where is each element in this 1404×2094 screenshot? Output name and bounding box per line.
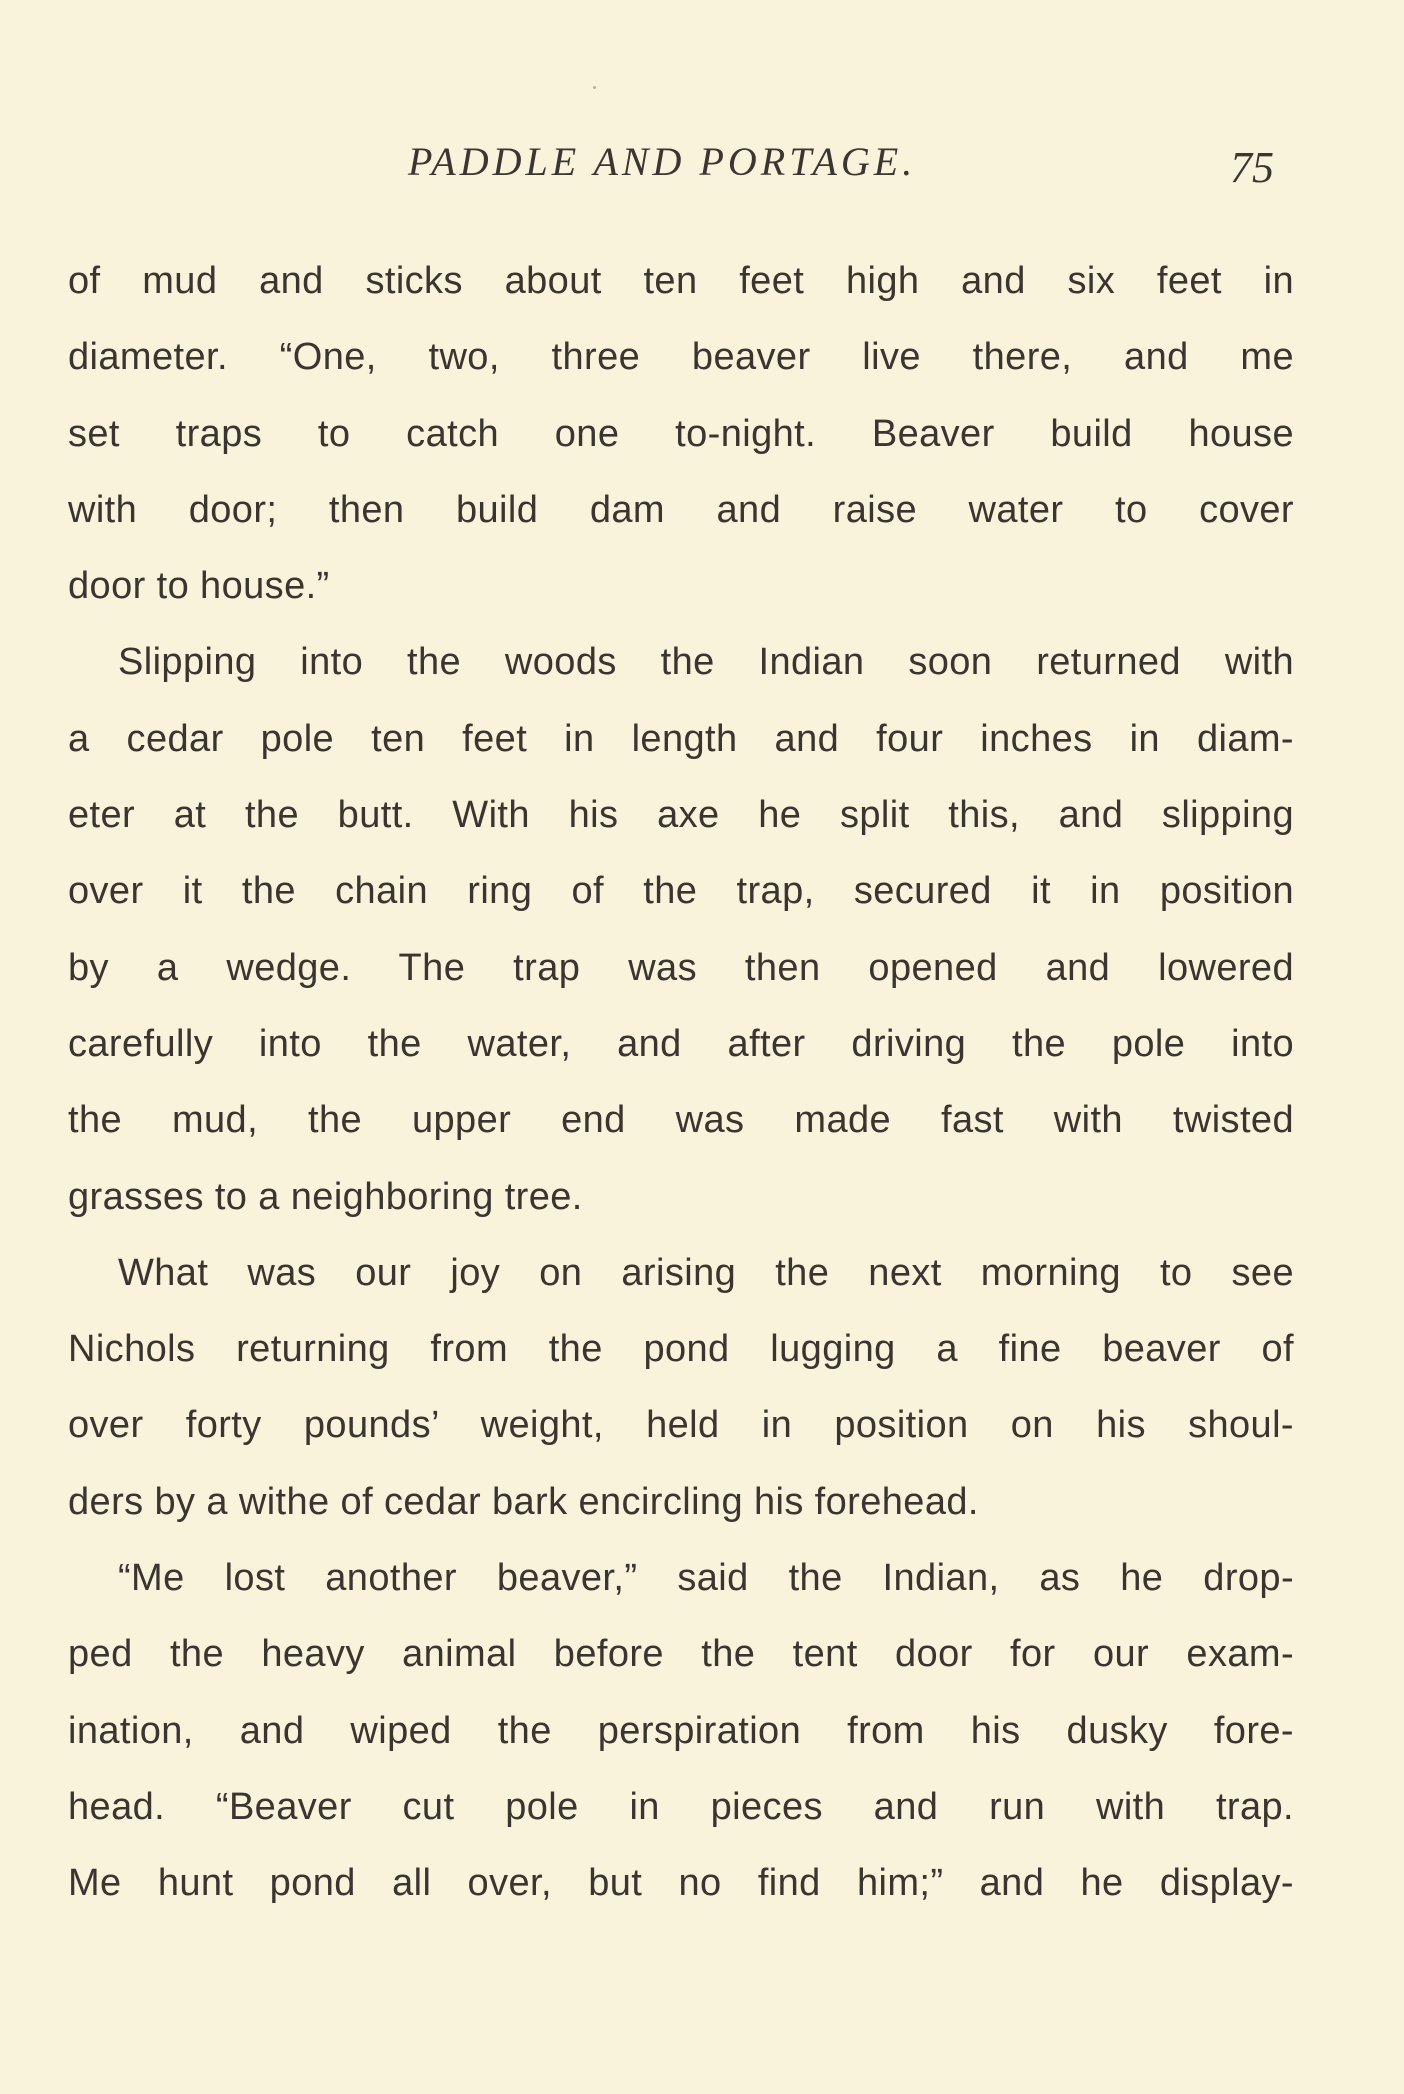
text-line: the mud, the upper end was made fast with twisted: [68, 1099, 1294, 1142]
text-line: carefully into the water, and after driving the pole into: [68, 1022, 1294, 1065]
text-line: door to house.”: [68, 565, 330, 608]
text-line: over forty pounds’ weight, held in position on his shoul-: [68, 1404, 1294, 1447]
text-line: ination, and wiped the perspiration from his dusky fore-: [68, 1709, 1294, 1752]
text-line: grasses to a neighboring tree.: [68, 1175, 583, 1218]
text-line: ped the heavy animal before the tent door for our exam-: [68, 1633, 1294, 1676]
body-text: [68, 243, 1294, 1922]
print-speck: [593, 86, 596, 89]
text-line: Me hunt pond all over, but no find him;” and he display-: [68, 1862, 1294, 1905]
text-line: of mud and sticks about ten feet high and six feet in: [68, 260, 1294, 302]
paragraph-first-line: “Me lost another beaver,” said the Indian, as he drop-: [118, 1557, 1294, 1600]
text-line: over it the chain ring of the trap, secured it in position: [68, 870, 1294, 913]
text-line: diameter. “One, two, three beaver live there, and me: [68, 336, 1294, 379]
running-head-title: PADDLE AND PORTAGE.: [408, 139, 917, 184]
running-head: [0, 138, 1404, 198]
page-number: 75: [1230, 143, 1274, 192]
text-line: head. “Beaver cut pole in pieces and run with trap.: [68, 1785, 1294, 1828]
text-line: Nichols returning from the pond lugging a fine beaver of: [68, 1328, 1294, 1371]
text-line: eter at the butt. With his axe he split this, and slipping: [68, 794, 1294, 837]
text-line: by a wedge. The trap was then opened and lowered: [68, 946, 1294, 989]
text-line: with door; then build dam and raise water to cover: [68, 488, 1294, 531]
text-line: ders by a withe of cedar bark encircling his forehead.: [68, 1480, 979, 1523]
text-line: a cedar pole ten feet in length and four inches in diam-: [68, 717, 1294, 760]
text-line: set traps to catch one to-night. Beaver build house: [68, 412, 1294, 455]
paragraph-first-line: Slipping into the woods the Indian soon returned with: [118, 641, 1294, 684]
paragraph-first-line: What was our joy on arising the next morning to see: [118, 1251, 1294, 1294]
